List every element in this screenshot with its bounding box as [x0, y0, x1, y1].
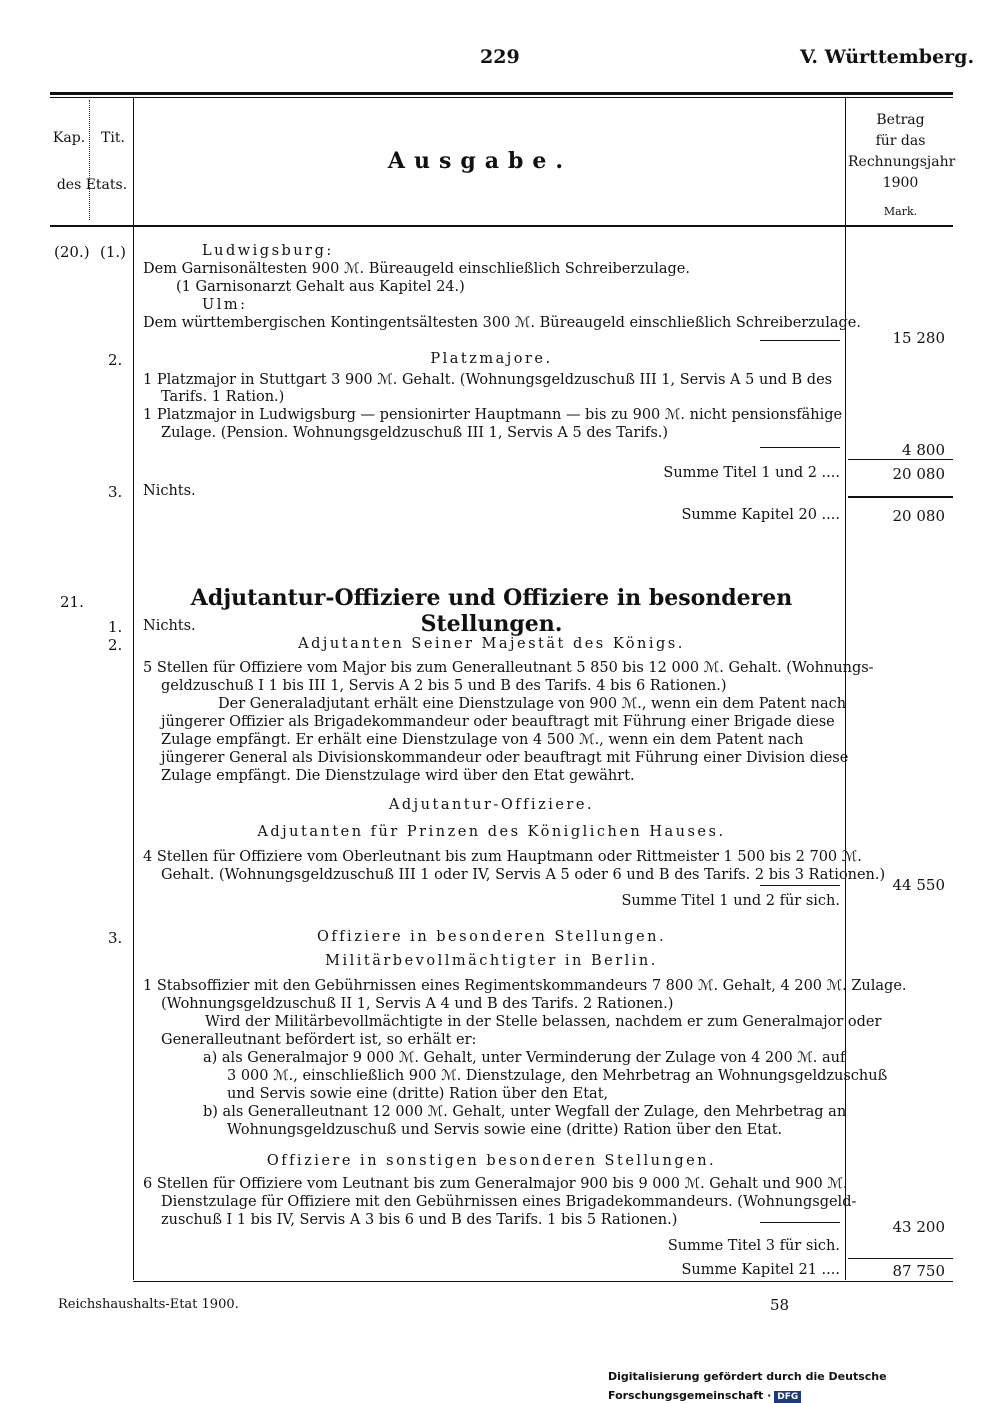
table-top-rule	[50, 92, 953, 95]
text-line: 6 Stellen für Offiziere vom Leutnant bis zum Generalmajor 900 bis 9 000 ℳ. Gehalt und 900 ℳ.	[143, 1176, 848, 1192]
footer-reference: Reichshaushalts-Etat 1900.	[58, 1297, 239, 1312]
text-line: und Servis sowie eine (dritte) Ration über den Etat,	[227, 1086, 609, 1102]
text-line: Wird der Militärbevollmächtigte in der Stelle belassen, nachdem er zum Generalmajor oder	[205, 1014, 882, 1030]
text-line: a) als Generalmajor 9 000 ℳ. Gehalt, unter Verminderung der Zulage von 4 200 ℳ. auf	[203, 1050, 846, 1066]
summe-kapitel-20: Summe Kapitel 20 ....	[681, 507, 840, 523]
amount-87750: 87 750	[892, 1262, 945, 1280]
text-line: Dienstzulage für Offiziere mit den Gebührnissen eines Brigadekommandeurs. (Wohnungsgeld-	[161, 1194, 857, 1210]
text-line: 1 Stabsoffizier mit den Gebührnissen eines Regimentskommandeurs 7 800 ℳ. Gehalt, 4 200 ℳ. Zulage.	[143, 978, 907, 994]
tit-21-2: 2.	[108, 636, 123, 654]
tit-20-2: 2.	[108, 351, 123, 369]
text-line: Zulage empfängt. Die Dienstzulage wird über den Etat gewährt.	[161, 768, 635, 784]
chapter-title: Adjutantur-Offiziere und Offiziere in besonderen Stellungen.	[190, 585, 793, 637]
table-bottom-rule	[133, 1281, 953, 1282]
amount-20080-titel: 20 080	[892, 465, 945, 483]
subtotal-rule	[760, 1222, 840, 1223]
region-title: V. Württemberg.	[800, 46, 975, 68]
text-line: Gehalt. (Wohnungsgeldzuschuß III 1 oder IV, Servis A 5 oder 6 und B des Tarifs. 2 bis 3 Rationen.)	[161, 867, 886, 883]
header-mark: Mark.	[883, 205, 918, 218]
text-line: Tarifs. 1 Ration.)	[161, 389, 285, 405]
page-number: 229	[480, 46, 520, 68]
text-line: b) als Generalleutnant 12 000 ℳ. Gehalt, unter Wegfall der Zulage, den Mehrbetrag an	[203, 1104, 847, 1120]
amount-15280: 15 280	[892, 329, 945, 347]
text-line: jüngerer Offizier als Brigadekommandeur oder beauftragt mit Führung einer Brigade diese	[161, 714, 835, 730]
subtotal-rule	[760, 885, 840, 886]
summe-titel-1-2-fuer-sich: Summe Titel 1 und 2 für sich.	[621, 893, 840, 909]
heading-offiziere-besonderen: Offiziere in besonderen Stellungen.	[316, 929, 667, 945]
heading-platzmajore: Platzmajore.	[430, 351, 553, 367]
summe-titel-1-2: Summe Titel 1 und 2 ....	[663, 465, 840, 481]
header-betrag-line-4: 1900	[882, 175, 919, 191]
text-line: geldzuschuß I 1 bis III 1, Servis A 2 bis 5 und B des Tarifs. 4 bis 6 Rationen.)	[161, 678, 727, 694]
header-betrag-line-2: für das	[875, 133, 926, 149]
text-line: Dem württembergischen Kontingentsältesten 300 ℳ. Büreaugeld einschließlich Schreiberzulage.	[143, 315, 861, 331]
tit-20-3: 3.	[108, 483, 123, 501]
kap-20: (20.)	[54, 243, 90, 261]
tit-21-1: 1.	[108, 618, 123, 636]
header-betrag-line-3: Rechnungsjahr	[848, 154, 956, 170]
subtotal-rule	[760, 340, 840, 341]
summe-titel-3-fuer-sich: Summe Titel 3 für sich.	[667, 1238, 840, 1254]
text-line: zuschuß I 1 bis IV, Servis A 3 bis 6 und B des Tarifs. 1 bis 5 Rationen.)	[161, 1212, 678, 1228]
header-bottom-rule	[50, 225, 953, 227]
footer-page-58: 58	[770, 1296, 790, 1314]
header-kap: Kap.	[52, 130, 86, 146]
text-line: 5 Stellen für Offiziere vom Major bis zum Generalleutnant 5 850 bis 12 000 ℳ. Gehalt. (Wohnungs-	[143, 660, 874, 676]
header-tit: Tit.	[101, 130, 125, 146]
text-line: Wohnungsgeldzuschuß und Servis sowie eine (dritte) Ration über den Etat.	[227, 1122, 783, 1138]
amount-rule	[848, 1258, 953, 1259]
header-betrag-line-1: Betrag	[876, 112, 925, 128]
text-line: Zulage empfängt. Er erhält eine Dienstzulage von 4 500 ℳ., wenn ein dem Patent nach	[161, 732, 804, 748]
header-betrag	[848, 110, 956, 194]
heading-adjutanten-prinzen: Adjutanten für Prinzen des Königlichen Hauses.	[257, 824, 726, 840]
text-line: (1 Garnisonarzt Gehalt aus Kapitel 24.)	[176, 279, 465, 295]
text-nichts: Nichts.	[143, 483, 196, 499]
digitization-credit	[608, 1365, 1000, 1403]
text-nichts: Nichts.	[143, 618, 196, 634]
text-line: 1 Platzmajor in Ludwigsburg — pensionirter Hauptmann — bis zu 900 ℳ. nicht pensionsfähige	[143, 407, 843, 423]
text-line: 4 Stellen für Offiziere vom Oberleutnant bis zum Hauptmann oder Rittmeister 1 500 bis 2 700 ℳ.	[143, 849, 862, 865]
text-line: 1 Platzmajor in Stuttgart 3 900 ℳ. Gehalt. (Wohnungsgeldzuschuß III 1, Servis A 5 und B des	[143, 372, 833, 388]
amount-column-rule	[845, 97, 846, 1280]
text-line: 3 000 ℳ., einschließlich 900 ℳ. Dienstzulage, den Mehrbetrag an Wohnungsgeldzuschuß	[227, 1068, 888, 1084]
place-ulm: Ulm:	[202, 297, 248, 313]
text-line: Der Generaladjutant erhält eine Dienstzulage von 900 ℳ., wenn ein dem Patent nach	[218, 696, 847, 712]
heading-adjutantur-offiziere: Adjutantur-Offiziere.	[388, 797, 595, 813]
kap-tit-divider	[89, 100, 91, 220]
amount-44550: 44 550	[892, 876, 945, 894]
kap-21: 21.	[60, 593, 84, 611]
place-ludwigsburg: Ludwigsburg:	[202, 243, 334, 259]
summe-kapitel-21: Summe Kapitel 21 ....	[681, 1262, 840, 1278]
header-des-etats: des Etats.	[56, 177, 128, 193]
heading-adjutanten-koenig: Adjutanten Seiner Majestät des Königs.	[298, 636, 685, 652]
tit-21-3: 3.	[108, 929, 123, 947]
subtotal-rule	[760, 447, 840, 448]
amount-4800: 4 800	[902, 441, 945, 459]
amount-rule	[848, 496, 953, 498]
amount-rule	[848, 459, 953, 460]
digitization-text: Digitalisierung gefördert durch die Deutsche Forschungsgemeinschaft ·	[608, 1370, 887, 1402]
text-column-left-rule	[133, 97, 134, 1280]
text-line: Generalleutnant befördert ist, so erhält er:	[161, 1032, 477, 1048]
text-line: jüngerer General als Divisionskommandeur oder beauftragt mit Führung einer Division diese	[161, 750, 849, 766]
amount-20080-kapitel: 20 080	[892, 507, 945, 525]
table-top-rule-thin	[50, 97, 953, 98]
amount-43200: 43 200	[892, 1218, 945, 1236]
text-line: Zulage. (Pension. Wohnungsgeldzuschuß III 1, Servis A 5 des Tarifs.)	[161, 425, 669, 441]
header-ausgabe: Ausgabe.	[387, 148, 573, 174]
text-line: (Wohnungsgeldzuschuß II 1, Servis A 4 und B des Tarifs. 2 Rationen.)	[161, 996, 674, 1012]
tit-20-1: (1.)	[100, 243, 127, 261]
dfg-logo: DFG	[774, 1391, 801, 1403]
text-line: Dem Garnisonältesten 900 ℳ. Büreaugeld einschließlich Schreiberzulage.	[143, 261, 690, 277]
heading-offiziere-sonstigen: Offiziere in sonstigen besonderen Stellungen.	[266, 1153, 717, 1169]
heading-militaerbevollmaechtigter: Militärbevollmächtigter in Berlin.	[325, 953, 658, 969]
